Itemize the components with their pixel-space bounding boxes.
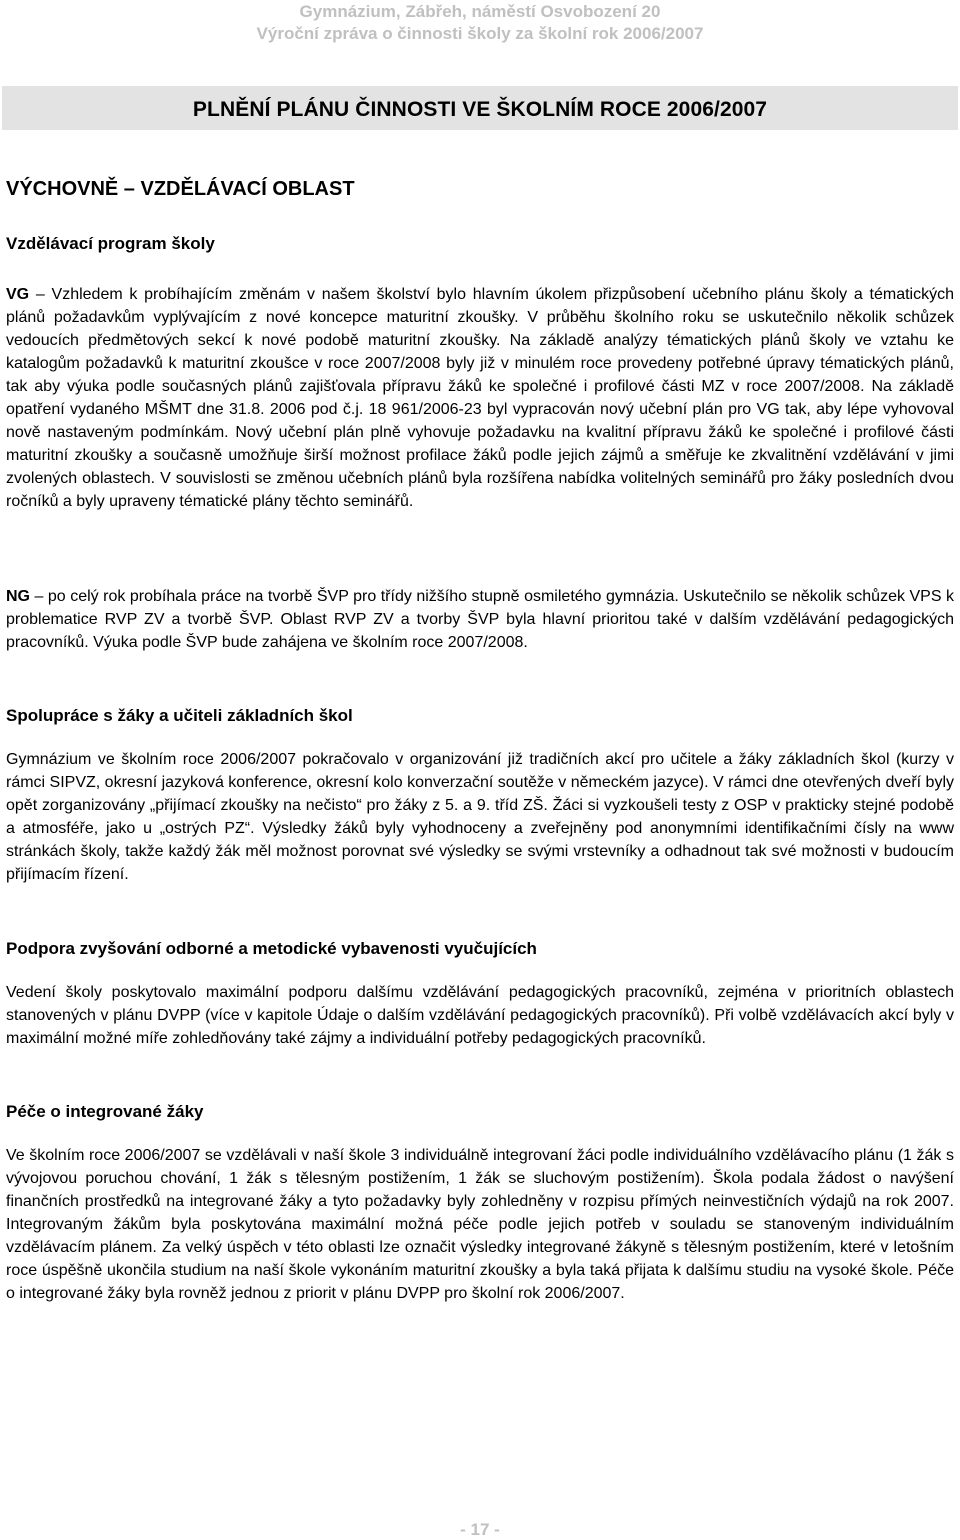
paragraph-vg bbox=[6, 283, 954, 513]
heading-teacher-support: Podpora zvyšování odborné a metodické vybavenosti vyučujících bbox=[6, 939, 537, 958]
page-title: PLNĚNÍ PLÁNU ČINNOSTI VE ŠKOLNÍM ROCE 2006/2007 bbox=[192, 98, 768, 121]
area-title: VÝCHOVNĚ – VZDĚLÁVACÍ OBLAST bbox=[6, 178, 355, 200]
paragraph-ng bbox=[6, 585, 954, 654]
running-header-school: Gymnázium, Zábřeh, náměstí Osvobození 20 bbox=[299, 2, 661, 21]
label-ng: NG bbox=[6, 588, 30, 605]
heading-integrated-pupils: Péče o integrované žáky bbox=[6, 1102, 204, 1121]
running-header-report: Výroční zpráva o činnosti školy za školní rok 2006/2007 bbox=[256, 24, 704, 43]
paragraph-integrated-pupils: Ve školním roce 2006/2007 se vzdělávali v naší škole 3 individuálně integrovaní žáci podle individuálního vzdělávacího plánu (1 žák s vývojovou poruchou chování, 1 žák s tělesným postižením, 1 žák se sluchovým postižením). Škola podala žádost o navýšení finančních prostředků na integrované žáky a tyto požadavky byly zohledněny v rozpisu přímých neinvestičních výdajů na rok 2007. Integrovaným žákům byla poskytována maximální možná péče podle jejich potřeb v souladu se stanoveným individuálním vzdělávacím plánem. Za velký úspěch v této oblasti lze označit výsledky integrované žákyně s tělesným postižením, které v letošním roce úspěšně ukončila studium na naší škole vykonáním maturitní zkoušky a byla taká přijata k dalšímu studiu na vysoké škole. Péče o integrované žáky byla rovněž jednou z priorit v plánu DVPP pro školní rok 2006/2007. bbox=[6, 1147, 954, 1302]
text-vg: – Vzhledem k probíhajícím změnám v našem školství bylo hlavním úkolem přizpůsobení učebního plánu školy a tématických plánů požadavkům vyplývajícím z nové koncepce maturitní zkoušky. V průběhu školního roku se uskutečnilo několik schůzek vedoucích předmětových sekcí k nové podobě maturitní zkoušky. Na základě analýzy tématických plánů školy ve vztahu ke katalogům požadavků k maturitní zkoušce v roce 2007/2008 byly již v minulém roce provedeny potřebné úpravy tématických plánů, tak aby výuka podle současných plánů zajišťovala přípravu žáků ke společné i profilové části MZ v roce 2007/2008. Na základě opatření vydaného MŠMT dne 31.8. 2006 pod č.j. 18 961/2006-23 byl vypracován nový učební plán pro VG tak, aby lépe vyhovoval nově nastaveným podmínkám. Nový učební plán plně vyhovuje požadavku na kvalitní přípravu žáků ke společné i profilové části maturitní zkoušky a současně umožňuje širší možnost profilace žáků podle jejich zájmů a směřuje ke zkvalitnění vzdělávání v jimi zvolených oblastech. V souvislosti se změnou učebních plánů byla rozšířena nabídka volitelných seminářů pro žáky posledních dvou ročníků a byly upraveny tématické plány těchto seminářů. bbox=[6, 286, 954, 510]
heading-cooperation: Spolupráce s žáky a učiteli základních škol bbox=[6, 706, 353, 725]
paragraph-cooperation: Gymnázium ve školním roce 2006/2007 pokračovalo v organizování již tradičních akcí pro učitele a žáky základních škol (kurzy v rámci SIPVZ, okresní jazyková konference, okresní kolo konverzační soutěže v německém jazyce). V rámci dne otevřených dveří byly opět zorganizovány „přijímací zkoušky na nečisto“ pro žáky z 5. a 9. tříd ZŠ. Žáci si vyzkoušeli testy z OSP v prakticky stejné podobě a atmosféře, jako u „ostrých PZ“. Výsledky žáků byly vyhodnoceny a zveřejněny pod anonymními identifikačními čísly na www stránkách školy, takže každý žák měl možnost porovnat své výsledky se svými vrstevníky a odhadnout tak své možnosti v budoucím přijímacím řízení. bbox=[6, 751, 954, 883]
text-ng: – po celý rok probíhala práce na tvorbě ŠVP pro třídy nižšího stupně osmiletého gymnázia. Uskutečnilo se několik schůzek VPS k problematice RVP ZV a tvorbě ŠVP. Oblast RVP ZV a tvorby ŠVP byla hlavní prioritou také v dalším vzdělávání pedagogických pracovníků. Výuka podle ŠVP bude zahájena ve školním roce 2007/2008. bbox=[6, 588, 954, 651]
label-vg: VG bbox=[6, 286, 30, 303]
paragraph-teacher-support: Vedení školy poskytovalo maximální podporu dalšímu vzdělávání pedagogických pracovníků, zejména v prioritních oblastech stanovených v plánu DVPP (více v kapitole Údaje o dalším vzdělávání pedagogických pracovníků). Při volbě vzdělávacích akcí byly v maximální možné míře zohledňovány také zájmy a individuální potřeby pedagogických pracovníků. bbox=[6, 984, 954, 1047]
heading-education-program: Vzdělávací program školy bbox=[6, 234, 215, 253]
page-number: - 17 - bbox=[460, 1520, 500, 1539]
